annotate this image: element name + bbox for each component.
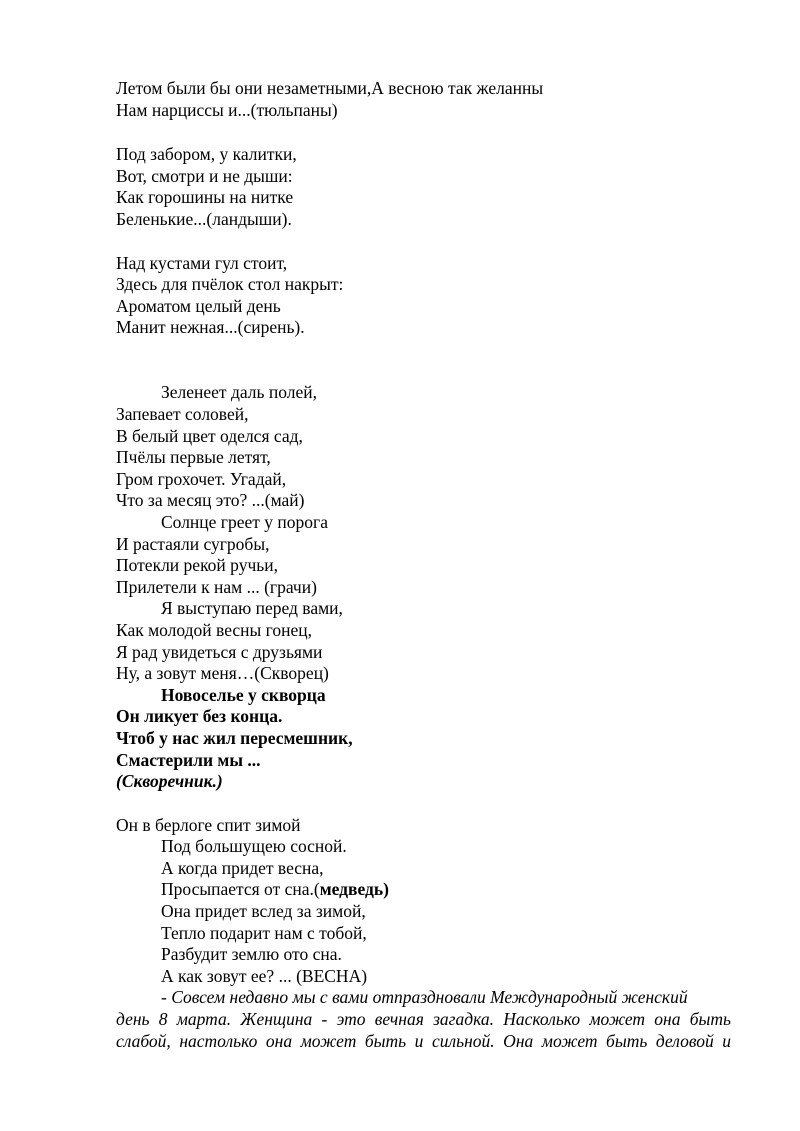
riddle-lilies-line-2: Вот, смотри и не дыши: <box>116 166 293 186</box>
riddle-starling-line-2: Как молодой весны гонец, <box>116 620 313 640</box>
riddle-bear-line-3: А когда придет весна, <box>161 858 324 878</box>
riddle-rooks-line-1: Солнце греет у порога <box>161 512 328 532</box>
riddle-lilies-line-3: Как горошины на нитке <box>116 187 294 207</box>
riddle-may-line-2: Запевает соловей, <box>116 404 249 424</box>
riddle-birdhouse-line-2: Он ликует без конца. <box>116 706 283 726</box>
riddle-birdhouse-answer: (Скворечник.) <box>116 771 223 791</box>
riddle-tulips-line-1: Летом были бы они незаметными,А весною так желанны <box>116 78 544 98</box>
riddle-lilac-line-2: Здесь для пчёлок стол накрыт: <box>116 274 344 294</box>
riddle-bear-answer: медведь) <box>319 879 389 899</box>
speech-line-3: слабой, настолько она может быть и сильной. Она может быть деловой и <box>116 1031 731 1051</box>
riddle-rooks-line-3: Потекли рекой ручьи, <box>116 555 278 575</box>
riddle-starling-line-4: Ну, а зовут меня…(Скворец) <box>116 663 329 683</box>
riddle-may-line-5: Гром грохочет. Угадай, <box>116 469 287 489</box>
riddle-may-line-4: Пчёлы первые летят, <box>116 447 271 467</box>
riddle-birdhouse-line-4: Смастерили мы ... <box>116 750 261 770</box>
riddle-rooks-line-2: И растаяли сугробы, <box>116 534 270 554</box>
speech-line-1 <box>161 986 688 1008</box>
speech-dash: - <box>161 987 172 1007</box>
riddle-spring-line-4: А как зовут ее? ... (ВЕСНА) <box>161 966 368 986</box>
riddle-lilac-line-4: Манит нежная...(сирень). <box>116 317 305 337</box>
riddle-rooks-line-4: Прилетели к нам ... (грачи) <box>116 577 317 597</box>
riddle-may-line-6: Что за месяц это? ...(май) <box>116 490 305 510</box>
riddle-bear-line-1: Он в берлоге спит зимой <box>116 815 301 835</box>
riddle-lilac-line-3: Ароматом целый день <box>116 296 281 316</box>
riddle-spring-line-2: Тепло подарит нам с тобой, <box>161 923 367 943</box>
riddle-spring-line-3: Разбудит землю ото сна. <box>161 944 342 964</box>
speech-line-2: день 8 марта. Женщина - это вечная загадка. Насколько может она быть <box>116 1009 731 1029</box>
riddle-birdhouse-line-1: Новоселье у скворца <box>161 685 326 705</box>
riddle-bear-line-2: Под большущею сосной. <box>161 836 347 856</box>
riddle-lilies-line-4: Беленькие...(ландыши). <box>116 209 292 229</box>
riddle-bear-line-4-text: Просыпается от сна.( <box>161 879 320 899</box>
riddle-birdhouse-line-3: Чтоб у нас жил пересмешник, <box>116 728 353 748</box>
riddle-lilies-line-1: Под забором, у калитки, <box>116 144 297 164</box>
riddle-may-line-3: В белый цвет оделся сад, <box>116 426 303 446</box>
riddle-bear-line-4 <box>161 878 389 900</box>
riddle-tulips-line-2: Нам нарциссы и...(тюльпаны) <box>116 100 338 120</box>
riddle-may-line-1: Зеленеет даль полей, <box>161 382 317 402</box>
riddle-starling-line-1: Я выступаю перед вами, <box>161 598 343 618</box>
speech-line-1-text: Совсем недавно мы с вами отпраздновали Международный женский <box>171 987 688 1007</box>
riddle-spring-line-1: Она придет вслед за зимой, <box>161 901 366 921</box>
riddle-lilac-line-1: Над кустами гул стоит, <box>116 253 288 273</box>
riddle-starling-line-3: Я рад увидеться с друзьями <box>116 642 323 662</box>
